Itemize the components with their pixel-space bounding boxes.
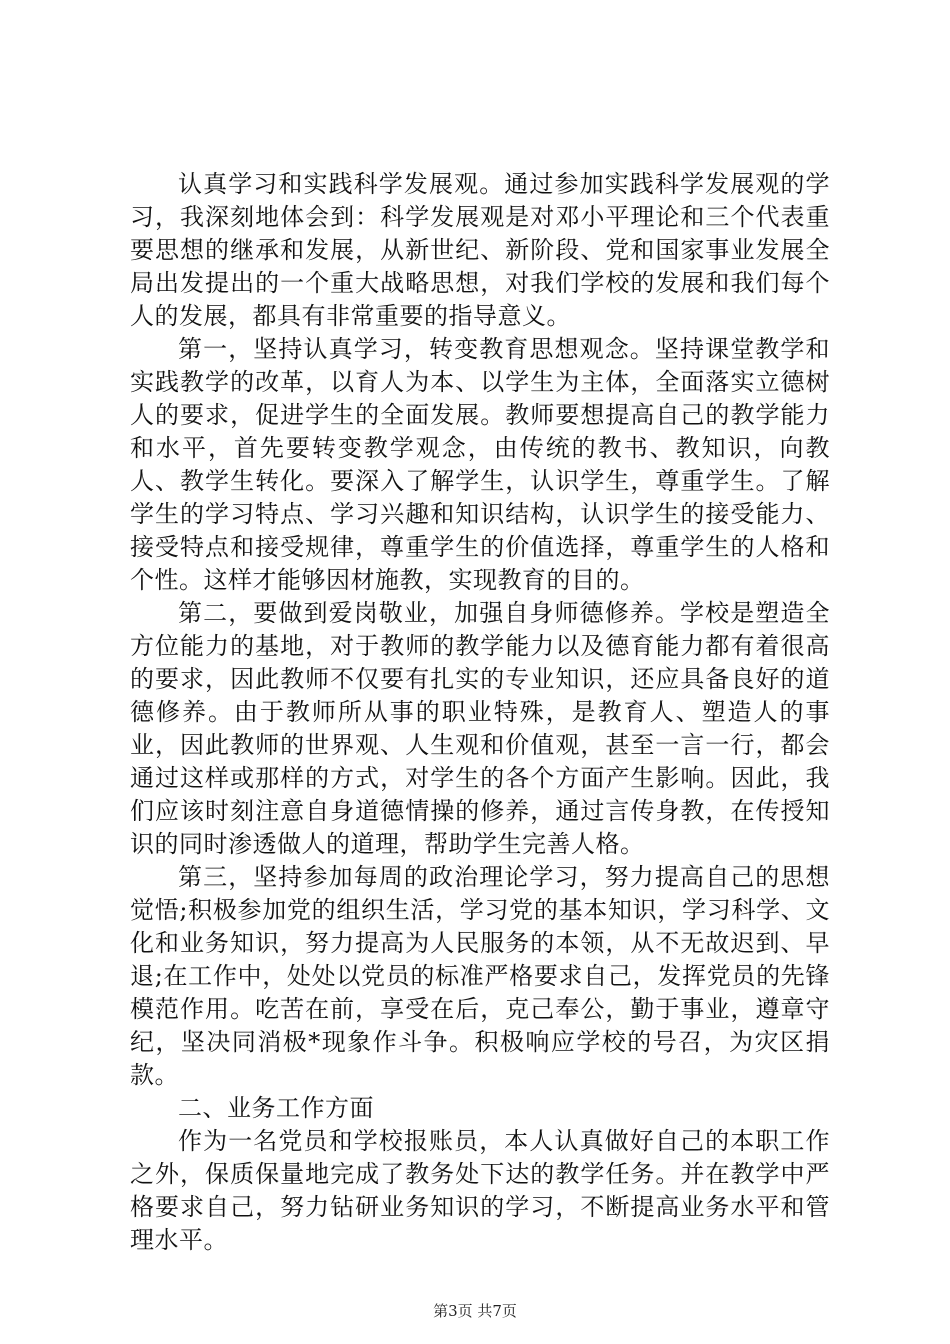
section-heading-business-work: 二、业务工作方面	[178, 1094, 374, 1122]
paragraph-third-point: 第三，坚持参加每周的政治理论学习，努力提高自己的思想觉悟;积极参加党的组织生活，学习党的基本知识，学习科学、文化和业务知识，努力提高为人民服务的本领，从不无故迟到、早退;在工作中，处处以党员的标准严格要求自己，发挥党员的先锋模范作用。吃苦在前，享受在后，克己奉公，勤于事业，遵章守纪，坚决同消极*现象作斗争。积极响应学校的号召，为灾区捐款。	[130, 863, 830, 1089]
document-body	[130, 168, 830, 1257]
paragraph-business-work: 作为一名党员和学校报账员，本人认真做好自己的本职工作之外，保质保量地完成了教务处下达的教学任务。并在教学中严格要求自己，努力钻研业务知识的学习，不断提高业务水平和管理水平。	[130, 1127, 830, 1254]
paragraph-first-point: 第一，坚持认真学习，转变教育思想观念。坚持课堂教学和实践教学的改革，以育人为本、以学生为主体，全面落实立德树人的要求，促进学生的全面发展。教师要想提高自己的教学能力和水平，首先要转变教学观念，由传统的教书、教知识，向教人、教学生转化。要深入了解学生，认识学生，尊重学生。了解学生的学习特点、学习兴趣和知识结构，认识学生的接受能力、接受特点和接受规律，尊重学生的价值选择，尊重学生的人格和个性。这样才能够因材施教，实现教育的目的。	[130, 335, 830, 594]
paragraph-second-point: 第二，要做到爱岗敬业，加强自身师德修养。学校是塑造全方位能力的基地，对于教师的教学能力以及德育能力都有着很高的要求，因此教师不仅要有扎实的专业知识，还应具备良好的道德修养。由于教师所从事的职业特殊，是教育人、塑造人的事业，因此教师的世界观、人生观和价值观，甚至一言一行，都会通过这样或那样的方式，对学生的各个方面产生影响。因此，我们应该时刻注意自身道德情操的修养，通过言传身教，在传授知识的同时渗透做人的道理，帮助学生完善人格。	[130, 599, 830, 858]
paragraph-intro: 认真学习和实践科学发展观。通过参加实践科学发展观的学习，我深刻地体会到：科学发展观是对邓小平理论和三个代表重要思想的继承和发展，从新世纪、新阶段、党和国家事业发展全局出发提出的一个重大战略思想，对我们学校的发展和我们每个人的发展，都具有非常重要的指导意义。	[130, 170, 830, 330]
page-footer: 第3页 共7页	[433, 1302, 517, 1320]
